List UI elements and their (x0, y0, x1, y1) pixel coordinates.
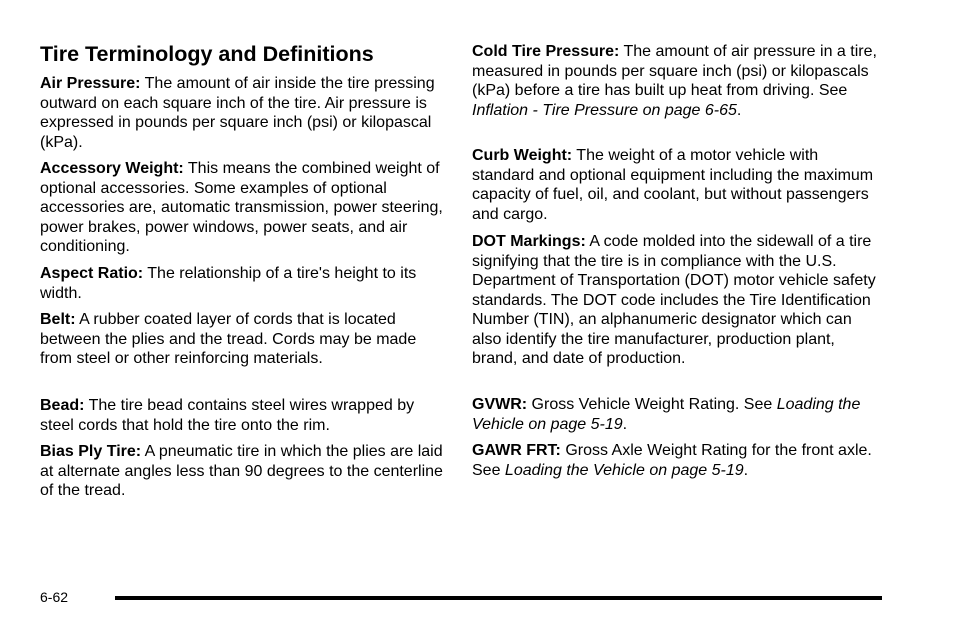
definition-gvwr (472, 395, 882, 434)
punctuation: . (622, 415, 628, 433)
term: Bead: (40, 397, 85, 414)
term: Accessory Weight: (40, 160, 184, 177)
punctuation: . (736, 101, 742, 119)
definition-text: Gross Vehicle Weight Rating. See (527, 396, 777, 413)
definition-aspect-ratio (40, 264, 445, 303)
definition-bead (40, 396, 445, 435)
definition-bias-ply-tire (40, 442, 445, 501)
punctuation: . (743, 461, 749, 479)
page-title: Tire Terminology and Definitions (40, 42, 374, 66)
term: Cold Tire Pressure: (472, 43, 620, 60)
definition-text: The weight of a motor vehicle with standard and optional equipment including the maximum capacity of fuel, oil, and coolant, but without passengers and cargo. (472, 147, 874, 223)
definition-text: Gross Axle Weight Rating for the front axle. See (472, 442, 872, 479)
term: DOT Markings: (472, 233, 586, 250)
definition-air-pressure (40, 74, 445, 152)
cross-reference-link[interactable]: Inflation - Tire Pressure on page 6-65 (472, 101, 737, 119)
cross-reference-link[interactable]: Loading the Vehicle on page 5-19 (504, 461, 744, 479)
definition-text: The amount of air inside the tire pressing outward on each square inch of the tire. Air pressure is expressed in pounds per square inch (psi) or kilopascal (kPa). (40, 75, 435, 151)
definition-text: A rubber coated layer of cords that is located between the plies and the tread. Cords may be made from steel or other reinforcing materials. (40, 311, 417, 367)
definition-belt (40, 310, 445, 369)
cross-reference-link[interactable]: Loading the Vehicle on page 5-19 (472, 396, 861, 433)
definition-text: A pneumatic tire in which the plies are laid at alternate angles less than 90 degrees to the centerline of the tread. (40, 443, 443, 499)
definition-text: A code molded into the sidewall of a tire signifying that the tire is in compliance with the U.S. Department of Transportation (DOT) motor vehicle safety standards. The DOT code includes the Tire Identification Number (TIN), an alphanumeric designator which can also identify the tire manufacturer, production plant, brand, and date of production. (472, 233, 876, 367)
term: GVWR: (472, 396, 528, 413)
page-number: 6-62 (40, 589, 69, 605)
definition-text: The relationship of a tire's height to its width. (40, 265, 417, 302)
definition-cold-tire-pressure (472, 42, 882, 120)
definition-text: This means the combined weight of optional accessories. Some examples of optional accessories are, automatic transmission, power steering, power brakes, power windows, power seats, and air conditioning. (40, 160, 443, 255)
term: Curb Weight: (472, 147, 573, 164)
term: Belt: (40, 311, 76, 328)
term: Air Pressure: (40, 75, 141, 92)
term: GAWR FRT: (472, 442, 561, 459)
definition-dot-markings (472, 232, 882, 369)
definition-gawr-frt (472, 441, 882, 480)
footer-divider (115, 596, 882, 600)
definition-curb-weight (472, 146, 882, 224)
term: Bias Ply Tire: (40, 443, 142, 460)
term: Aspect Ratio: (40, 265, 144, 282)
definition-text: The tire bead contains steel wires wrapped by steel cords that hold the tire onto the rim. (40, 397, 415, 434)
definition-text: The amount of air pressure in a tire, measured in pounds per square inch (psi) or kilopascals (kPa) before a tire has built up heat from driving. See (472, 43, 877, 99)
definition-accessory-weight (40, 159, 445, 257)
